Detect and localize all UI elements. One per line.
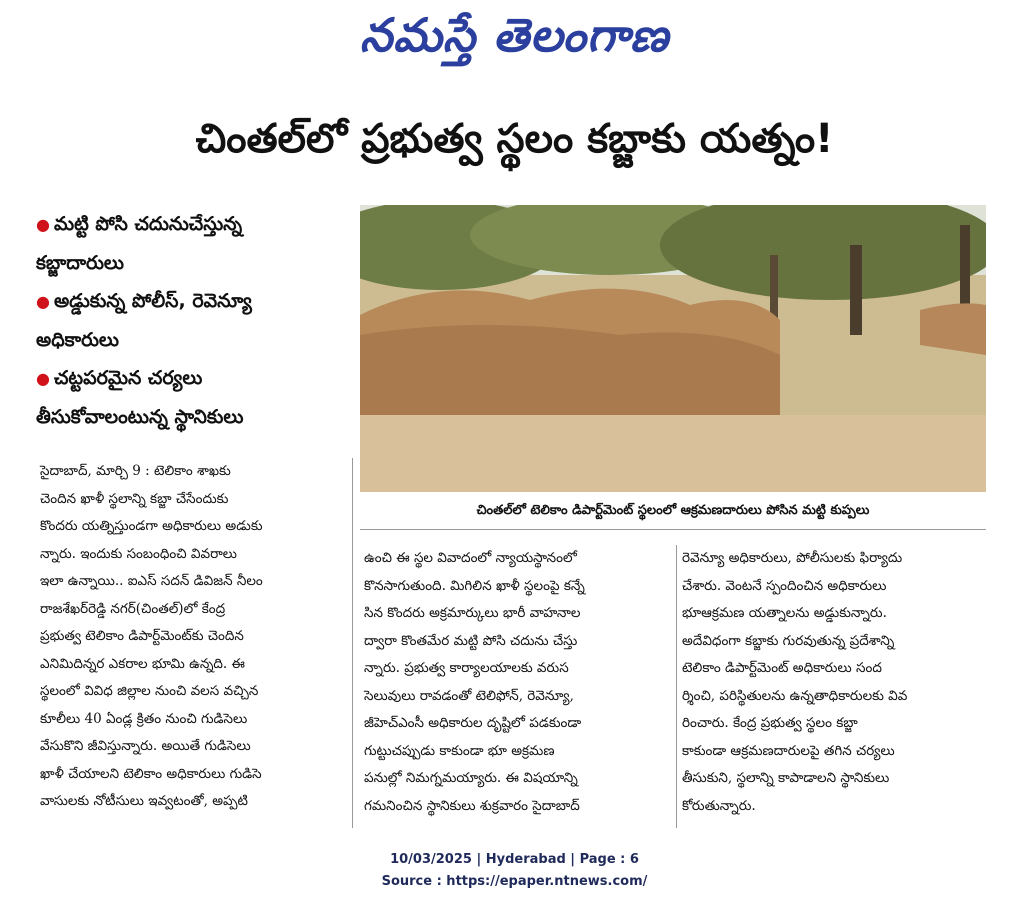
news-photo-illustration (360, 205, 986, 492)
bullet-dot-icon: ● (36, 292, 50, 311)
highlight-item: ● చట్టపరమైన చర్యలు తీసుకోవాలంటున్న స్థానికులు (36, 367, 244, 428)
column-divider (352, 458, 353, 828)
source-line: Source : https://epaper.ntnews.com/ (381, 874, 648, 889)
bullet-dot-icon: ● (36, 369, 50, 388)
news-photo (360, 205, 986, 492)
article-column-2: ఉంచి ఈ స్థల వివాదంలో న్యాయస్థానంలో కొనసాగుతుంది. మిగిలిన ఖాళీ స్థలంపై కన్నే సిన కొందరు అక్రమార్కులు భారీ వాహనాల ద్వారా కొంతమేర మట్టి పోసి చదును చేస్తు న్నారు. ప్రభుత్వ కార్యాలయాలకు వరుస సెలువులు రావడంతో టెలిఫోన్‌, రెవెన్యూ, జీహెచ్‌ఎంసీ అధికారుల దృష్టిలో పడకుండా గుట్టుచప్పుడు కాకుండా భూ అక్రమణ పనుల్లో నిమగ్నమయ్యారు. ఈ విషయాన్ని గమనించిన స్థానికులు శుక్రవారం సైదాబాద్‌ (364, 550, 585, 814)
bullet-dot-icon: ● (36, 215, 50, 234)
article-column-3: రెవెన్యూ అధికారులు, పోలీసులకు ఫిర్యాదు చేశారు. వెంటనే స్పందించిన అధికారులు భూఆక్రమణ యత్నాలను అడ్డుకున్నారు. అదేవిధంగా కబ్జాకు గురవుతున్న ప్రదేశాన్ని టెలికాం డిపార్ట్‌మెంట్‌ అధికారులు సంద ర్శించి, పరిస్థితులను ఉన్నతాధికారులకు వివ రించారు. కేంద్ర ప్రభుత్వ స్థలం కబ్జా కాకుండా ఆక్రమణదారులపై తగిన చర్యలు తీసుకుని, స్థలాన్ని కాపాడాలని స్థానికులు కోరుతున్నారు. (682, 550, 908, 814)
highlight-item: ● అడ్డుకున్న పోలీస్‌, రెవెన్యూ అధికారులు (36, 290, 252, 351)
highlights (36, 205, 336, 436)
highlight-item: ● మట్టి పోసి చదునుచేస్తున్న కబ్జాదారులు (36, 213, 243, 274)
column-divider (676, 545, 677, 828)
masthead-logo: నమస్తే తెలంగాణ (359, 8, 670, 62)
article-column-1: సైదాబాద్‌, మార్చి 9 : టెలికాం శాఖకు చెందిన ఖాళీ స్థలాన్ని కబ్జా చేసేందుకు కొందరు యత్నిస్తుండగా అధికారులు అడుకు న్నారు. ఇందుకు సంబంధించి వివరాలు ఇలా ఉన్నాయి.. ఐఎస్‌ సదన్‌ డివిజన్‌ నీలం రాజశేఖర్‌రెడ్డి నగర్‌(చింతల్‌)లో కేంద్ర ప్రభుత్వ టెలికాం డిపార్ట్‌మెంట్‌కు చెందిన ఎనిమిదిన్నర ఎకరాల భూమి ఉన్నది. ఈ స్థలంలో వివిధ జిల్లాల నుంచి వలస వచ్చిన కూలీలు 40 ఏండ్ల క్రితం నుంచి గుడిసెలు వేసుకొని జీవిస్తున్నారు. అయితే గుడిసెలు ఖాళీ చేయాలని టెలికాం అధికారులు గుడిసె వాసులకు నోటీసులు ఇవ్వటంతో, అప్పటి (40, 463, 263, 809)
headline: చింతల్‌లో ప్రభుత్వ స్థలం కబ్జాకు యత్నం! (195, 116, 834, 162)
photo-caption: చింతల్‌లో టెలికాం డిపార్ట్‌మెంట్‌ స్థలంలో ఆక్రమణదారులు పోసిన మట్టి కుప్పలు (360, 497, 986, 530)
edition-info: 10/03/2025 | Hyderabad | Page : 6 (390, 852, 639, 867)
